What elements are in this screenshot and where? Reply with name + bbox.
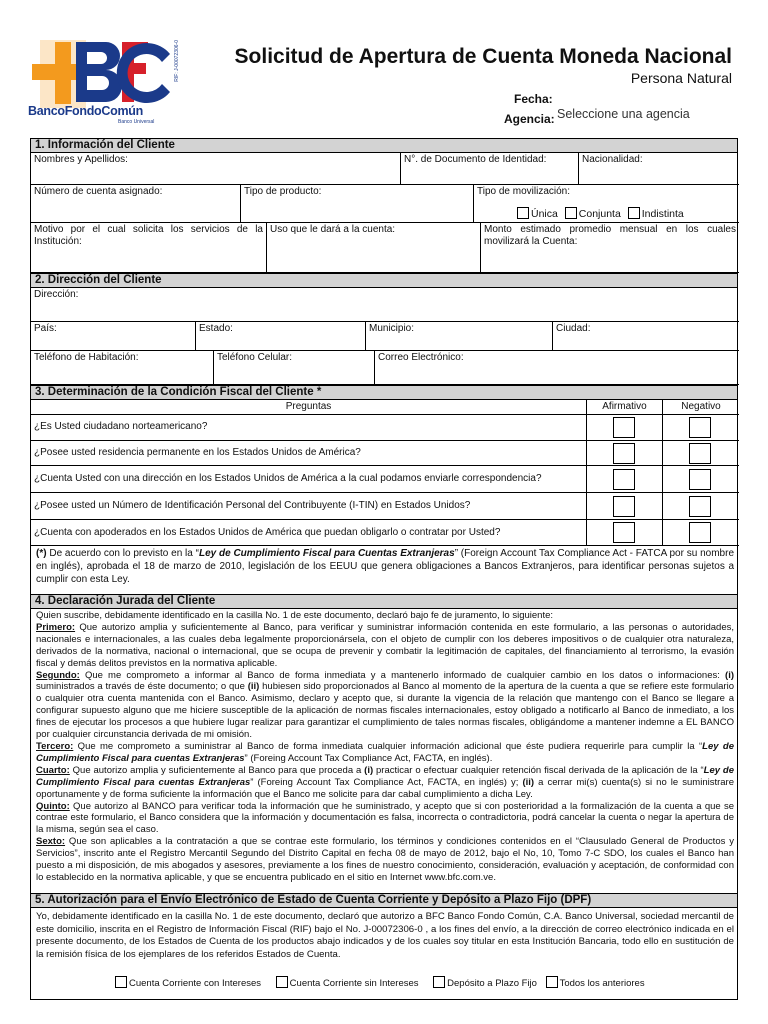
q3-negativo-checkbox[interactable]	[689, 469, 711, 490]
bank-rif: RIF: J-00072306-0	[174, 40, 180, 82]
unica-label: Única	[531, 208, 558, 220]
autorizacion-text: Yo, debidamente identificado en la casilla No. 1 de este documento, declaró que autorizo a BFC Banco Fondo Común, C.A. Banco Universal, sociedad mercantil de este domicilio, inscrita en el Registro de Información Fiscal (RIF) bajo el No. J-00072306-0 , a los fines del envío, a la dirección de correo electrónico indicada en el presente documento, de los Estados de Cuenta de los productos abajo indicados y de los cuales soy titular en esta Institución Bancaria, todo ello en sustitución de la remisión física de los ejemplares de los referidos Estados de Cuenta.	[36, 911, 734, 960]
q5-negativo-checkbox[interactable]	[689, 522, 711, 543]
question-3: ¿Cuenta Usted con una dirección en los Estados Unidos de América a la cual podamos enviarle correspondencia?	[31, 466, 587, 493]
cc-sin-intereses-label: Cuenta Corriente sin Intereses	[289, 978, 419, 989]
motivo-field[interactable]: Motivo por el cual solicita los servicios de la Institución:	[31, 223, 267, 273]
q2-afirmativo-checkbox[interactable]	[613, 443, 635, 464]
section-4-title: 4. Declaración Jurada del Cliente	[31, 594, 737, 609]
bank-subtitle: Banco Universal	[118, 119, 155, 125]
page-subtitle: Persona Natural	[630, 70, 732, 86]
form-container	[30, 138, 738, 1000]
section-1-title: 1. Información del Cliente	[31, 139, 737, 153]
conjunta-label: Conjunta	[578, 208, 621, 220]
q1-afirmativo-checkbox[interactable]	[613, 417, 635, 438]
q1-negativo-checkbox[interactable]	[689, 417, 711, 438]
q5-afirmativo-checkbox[interactable]	[613, 522, 635, 543]
ciudad-field[interactable]: Ciudad:	[553, 322, 739, 351]
q3-afirmativo-checkbox[interactable]	[613, 469, 635, 490]
col-preguntas: Preguntas	[31, 400, 587, 415]
declaracion-text: Quien suscribe, debidamente identificado en la casilla No. 1 de este documento, declaró bajo fe de juramento, lo siguiente: Primero: Que autorizo amplia y suficientemente al Banco, para verificar y suministrar información contenida en este formulario, a las personas o autoridades, nacionales e internacionales, a las cuales deba legalmente proporcionársela, con el objeto de cumplir con los deberes impositivos o de cualquier otra naturaleza, derivados de la normativa, nacional o internacional, que se ocupa de prevenir y combatir la legitimación de capitales, del financiamiento al terrorismo, la evasión fiscal y demás delitos previstos en la normativa aplicable. Segundo: Que me comprometo a informar al Banco de forma inmediata y a mantenerlo informado de cualquier cambio en los datos o informaciones: (i) suministrados a través de éste documento; o que (ii) hubiesen sido proporcionados al Banco al momento de la apertura de la cuenta a que se refiere este formulario o cualquier otra cuenta mantenida con el Banco. Asimismo, declaro y acepto que, si durante la vigencia de la relación que mantengo con el Banco se llegare a configurar supuesto alguno que me hiciere susceptible de la aplicación de normas fiscales internacionales, estoy obligado a notificarlo al Banco de inmediato, a los fines de ejecutar los procesos a que hubiere lugar realizar para garantizar el cumplimiento de tales normas fiscales, obligándome a mantener indemne a EL BANCO por cualquier circunstancia derivada de mi omisión. Tercero: Que me comprometo a suministrar al Banco de forma inmediata cualquier información adicional que éste pudiera requerirle para cumplir la “Ley de Cumplimiento Fiscal para cuentas Extranjeras” (Foreing Account Tax Compliance Act, FACTA, en inglés). Cuarto: Que autorizo amplia y suficientemente al Banco para que proceda a (i) practicar o efectuar cualquier retención fiscal derivada de la aplicación de la “Ley de Cumplimiento Fiscal para cuentas Extranjeras” (Foreing Account Tax Compliance Act, FACTA, en inglés) y; (ii) a cerrar mi(s) cuenta(s) si no le suministrare oportunamente y de forma suficiente la información que el Banco me solicite para dar cabal cumplimiento a dicha Ley. Quinto: Que autorizo al BANCO para verificar toda la información que he suministrado, y acepto que si con posterioridad a la formalización de la cuenta a que se contrae este formulario, el Banco considera que la información y documentación es falsa, incorrecta o contradictoria, podrá cancelar la cuenta o negar la apertura de la misma, según sea el caso. Sexto: Que son aplicables a la contratación a que se contrae este formulario, los términos y condiciones contenidos en el “Clausulado General de Productos y Servicios”, inscrito ante el Registro Mercantil Segundo del Distrito Capital en fecha 08 de mayo de 2012, bajo el No, 10, Tomo 7-C SDO, los cuales el Banco han puesto a mi disposición, de mis abogados y asesores, previamente a los fines de nuestro conocimiento, consideración, evaluación y aceptación, de conformidad con lo establecido en la normativa aplicable, y que se encuentra publicado en el sitio en Internet www.bfc.com.ve.	[36, 610, 735, 883]
section-2-title: 2. Dirección del Cliente	[31, 273, 737, 288]
telefono-celular-field[interactable]: Teléfono Celular:	[214, 351, 375, 385]
pais-field[interactable]: País:	[31, 322, 196, 351]
tipo-movilizacion-label: Tipo de movilización:	[477, 186, 571, 197]
question-5: ¿Cuenta con apoderados en los Estados Unidos de América que puedan obligarlo o contratar por Usted?	[31, 520, 587, 546]
conjunta-checkbox[interactable]	[565, 207, 577, 219]
monto-field[interactable]: Monto estimado promedio mensual en los cuales movilizará la Cuenta:	[481, 223, 739, 273]
dpf-checkbox[interactable]	[433, 976, 445, 988]
todos-checkbox[interactable]	[546, 976, 558, 988]
cc-sin-intereses-checkbox[interactable]	[276, 976, 288, 988]
uso-field[interactable]: Uso que le dará a la cuenta:	[267, 223, 481, 273]
fatca-note: (*) De acuerdo con lo previsto en la “Ley de Cumplimiento Fiscal para Cuentas Extranjeras” (Foreign Account Tax Compliance Act - FATCA por su nombre en inglés), aprobada el 18 de marzo de 2010, legislación de los EEUU que genera obligaciones a Bancos Extranjeros, para identificar personas sujetos a cumplir con esta Ley.	[36, 548, 734, 585]
direccion-field[interactable]: Dirección:	[31, 288, 739, 322]
page-title: Solicitud de Apertura de Cuenta Moneda Nacional	[234, 45, 732, 68]
col-negativo: Negativo	[663, 400, 739, 415]
q4-afirmativo-checkbox[interactable]	[613, 496, 635, 517]
bank-name: BancoFondoComún	[28, 104, 143, 118]
question-2: ¿Posee usted residencia permanente en los Estados Unidos de América?	[31, 441, 587, 466]
cc-con-intereses-label: Cuenta Corriente con Intereses	[129, 978, 262, 989]
q4-negativo-checkbox[interactable]	[689, 496, 711, 517]
cc-con-intereses-checkbox[interactable]	[115, 976, 127, 988]
municipio-field[interactable]: Municipio:	[366, 322, 553, 351]
numero-cuenta-field[interactable]: Número de cuenta asignado:	[31, 185, 241, 223]
indistinta-label: Indistinta	[641, 208, 684, 220]
tipo-movilizacion-field	[474, 185, 739, 223]
estado-field[interactable]: Estado:	[196, 322, 366, 351]
agencia-select[interactable]: Seleccione una agencia	[557, 107, 690, 121]
question-4: ¿Posee usted un Número de Identificación Personal del Contribuyente (I-TIN) en Estados Unidos?	[31, 493, 587, 520]
fecha-label: Fecha:	[514, 92, 553, 106]
question-1: ¿Es Usted ciudadano norteamericano?	[31, 415, 587, 441]
col-afirmativo: Afirmativo	[587, 400, 663, 415]
estado-cuenta-options	[111, 976, 645, 989]
todos-label: Todos los anteriores	[559, 978, 645, 989]
nombres-field[interactable]: Nombres y Apellidos:	[31, 153, 401, 185]
nacionalidad-field[interactable]: Nacionalidad:	[579, 153, 739, 185]
indistinta-checkbox[interactable]	[628, 207, 640, 219]
unica-checkbox[interactable]	[517, 207, 529, 219]
telefono-habitacion-field[interactable]: Teléfono de Habitación:	[31, 351, 214, 385]
correo-field[interactable]: Correo Electrónico:	[375, 351, 739, 385]
documento-field[interactable]: N°. de Documento de Identidad:	[401, 153, 579, 185]
section-3-title: 3. Determinación de la Condición Fiscal del Cliente *	[31, 385, 737, 400]
tipo-producto-field[interactable]: Tipo de producto:	[241, 185, 474, 223]
dpf-label: Depósito a Plazo Fijo	[447, 978, 537, 989]
q2-negativo-checkbox[interactable]	[689, 443, 711, 464]
agencia-label: Agencia:	[504, 112, 555, 126]
section-5-title: 5. Autorización para el Envío Electrónico de Estado de Cuenta Corriente y Depósito a Plazo Fijo (DPF)	[31, 893, 737, 908]
